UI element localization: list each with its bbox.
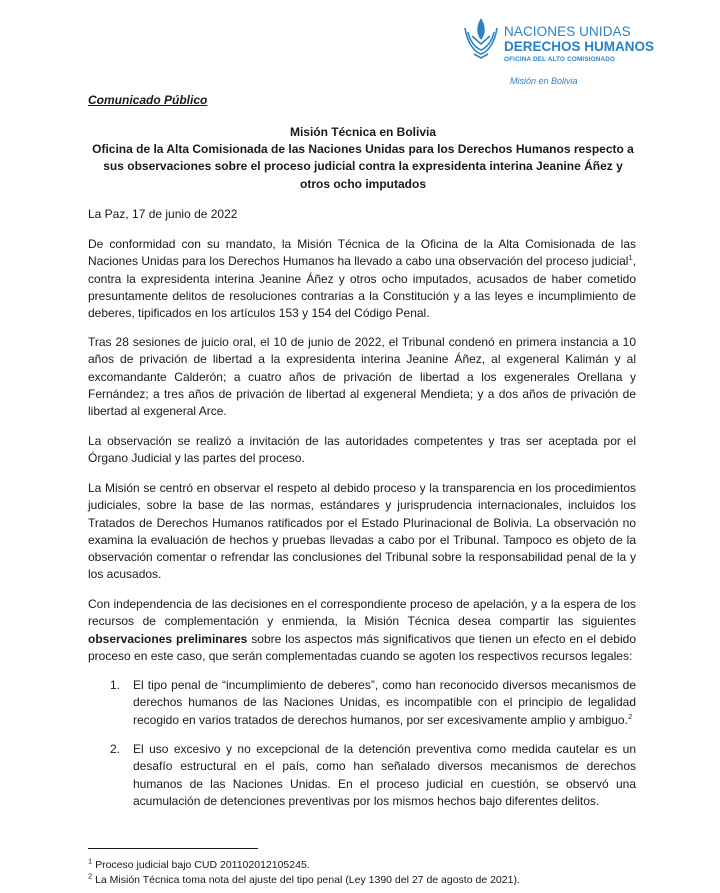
footnote-1 (88, 858, 310, 872)
logo-line-1: NACIONES UNIDAS (504, 24, 631, 39)
dateline: La Paz, 17 de junio de 2022 (88, 207, 238, 221)
paragraph-1-text-b: , contra la expresidenta interina Jeanine Áñez y otros ocho imputados, acusados de haber cometido presuntamente delitos de resoluciones contrarias a la Constitución y a las leyes e incumplimiento de deberes, tipificados en los artículos 153 y 154 del Código Penal. (88, 254, 636, 321)
footnote-ref-1: 1 (628, 253, 633, 263)
footnote-2-text: La Misión Técnica toma nota del ajuste del tipo penal (Ley 1390 del 27 de agosto de 2021). (92, 874, 520, 886)
paragraph-3: La observación se realizó a invitación de las autoridades competentes y tras ser aceptada por el Órgano Judicial y las partes del proceso. (88, 434, 636, 466)
paragraph-5-text-b: sobre los aspectos más significativos que tienen un efecto en el debido proceso en este caso, que serán complementadas cuando se agoten los respectivos recursos legales: (88, 631, 636, 663)
list-item-1-body: El tipo penal de “incumplimiento de deberes”, como han reconocido diversos mecanismos de derechos humanos de las Naciones Unidas, es incompatible con el principio de legalidad recogido en varios tratados de derechos humanos, por ser excesivamente amplio y ambiguo. (133, 678, 636, 727)
headline-title: Misión Técnica en Bolivia (289, 125, 437, 139)
paragraph-5 (88, 596, 636, 665)
footnote-divider (88, 848, 258, 849)
paragraph-5-bold: observaciones preliminares (88, 631, 248, 646)
list-item-number: 2. (110, 742, 121, 756)
list-item-number: 1. (110, 678, 121, 692)
headline-subtitle: Oficina de la Alta Comisionada de las Naciones Unidas para los Derechos Humanos respecto a sus observaciones sobre el proceso judicial contra la expresidenta interina Jeanine Áñez y otros ocho imputados (92, 142, 634, 191)
logo-line-4: Misión en Bolivia (510, 76, 578, 86)
footnote-2-number: 2 (88, 871, 93, 881)
list-item-text: El uso excesivo y no excepcional de la detención preventiva como medida cautelar es un desafío estructural en el país, como han señalado diversos mecanismos de derechos humanos de las Naciones Unidas. En el proceso judicial en cuestión, se observó una acumulación de detenciones preventivas por los mismos hechos bajo diferentes delitos. (133, 742, 636, 808)
paragraph-5-text-a: Con independencia de las decisiones en el correspondiente proceso de apelación, y a la espera de los recursos de complementación y enmienda, la Misión Técnica desea compartir las siguientes (88, 597, 636, 629)
paragraph-1-text-a: De conformidad con su mandato, la Misión Técnica de la Oficina de la Alta Comisionada de las Naciones Unidas para los Derechos Humanos ha llevado a cabo una observación del proceso judicial (88, 237, 636, 269)
list-item-text (133, 677, 636, 729)
paragraph-2: Tras 28 sesiones de juicio oral, el 10 de junio de 2022, el Tribunal condenó en primera instancia a 10 años de privación de libertad a la expresidenta interina Jeanine Áñez, al exgeneral Kalimán y al excomandante Calderón; a cuatro años de privación de libertad a los exgenerales Orellana y Fernández; a tres años de privación de libertad al exgeneral Mendieta; y a dos años de privación de libertad al exgeneral Arce. (88, 335, 636, 419)
footnote-ref-2: 2 (627, 711, 633, 721)
paragraph-1 (88, 236, 636, 322)
organization-logo (462, 10, 702, 86)
paragraph-4: La Misión se centró en observar el respeto al debido proceso y la transparencia en los procedimientos judiciales, sobre la base de las normas, estándares y jurisprudencia internacionales, incluidos los Tratados de Derechos Humanos ratificados por el Estado Plurinacional de Bolivia. La observación no examina la evaluación de hechos y pruebas llevadas a cabo por el Tribunal. Tampoco es objeto de la observación comentar o refrendar las conclusiones del Tribunal sobre la responsabilidad penal de la y los acusados. (88, 481, 636, 582)
footnote-1-text: Proceso judicial bajo CUD 201102012105245. (92, 859, 310, 871)
document-label: Comunicado Público (88, 93, 208, 107)
footnote-2 (88, 873, 520, 887)
logo-line-2: DERECHOS HUMANOS (504, 39, 655, 54)
logo-line-3: OFICINA DEL ALTO COMISIONADO (504, 56, 616, 63)
un-human-rights-emblem-icon (462, 14, 500, 60)
footnote-1-number: 1 (88, 856, 93, 866)
